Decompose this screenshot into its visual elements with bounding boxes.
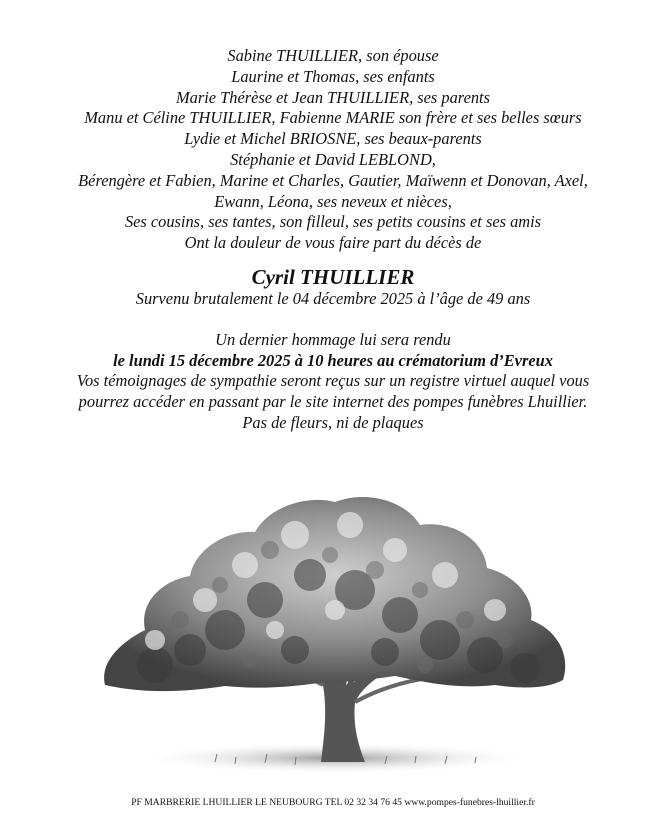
family-line-leblond: Stéphanie et David LEBLOND,: [230, 149, 436, 169]
family-line-nephews-2: Ewann, Léona, ses neveux et nièces,: [214, 191, 452, 211]
register-line-1: Vos témoignages de sympathie seront reçus sur un registre virtuel auquel vous: [76, 371, 590, 391]
obituary-notice: [0, 46, 666, 434]
funeral-home-footer: PF MARBRERIE LHUILLIER LE NEUBOURG TEL 02 32 34 76 45 www.pompes-funebres-lhuillier.fr: [131, 797, 535, 808]
tree-illustration: [95, 480, 575, 780]
family-line-spouse: Sabine THUILLIER, son épouse: [227, 46, 439, 65]
register-line-2: pourrez accéder en passant par le site internet des pompes funèbres Lhuillier.: [78, 392, 588, 412]
family-line-parents-in-law: Lydie et Michel BRIOSNE, ses beaux-parents: [184, 129, 482, 149]
deceased-name: Cyril THUILLIER: [251, 264, 415, 289]
family-line-siblings: Manu et Céline THUILLIER, Fabienne MARIE son frère et ses belles sœurs: [84, 108, 582, 128]
ceremony-details: le lundi 15 décembre 2025 à 10 heures au crématorium d’Evreux: [113, 350, 553, 370]
tree-icon: [95, 480, 575, 780]
family-line-children: Laurine et Thomas, ses enfants: [231, 66, 435, 86]
announcement-line: Ont la douleur de vous faire part du décès de: [184, 233, 482, 253]
family-line-cousins: Ses cousins, ses tantes, son filleul, ses petits cousins et ses amis: [124, 212, 542, 232]
death-date-line: Survenu brutalement le 04 décembre 2025 à l’âge de 49 ans: [135, 288, 531, 308]
spacer: [0, 310, 666, 330]
no-flowers-line: Pas de fleurs, ni de plaques: [242, 412, 424, 432]
family-line-parents: Marie Thérèse et Jean THUILLIER, ses parents: [176, 87, 490, 107]
family-line-nephews-1: Bérengère et Fabien, Marine et Charles, Gautier, Maïwenn et Donovan, Axel,: [78, 170, 588, 190]
tribute-intro: Un dernier hommage lui sera rendu: [215, 329, 451, 349]
